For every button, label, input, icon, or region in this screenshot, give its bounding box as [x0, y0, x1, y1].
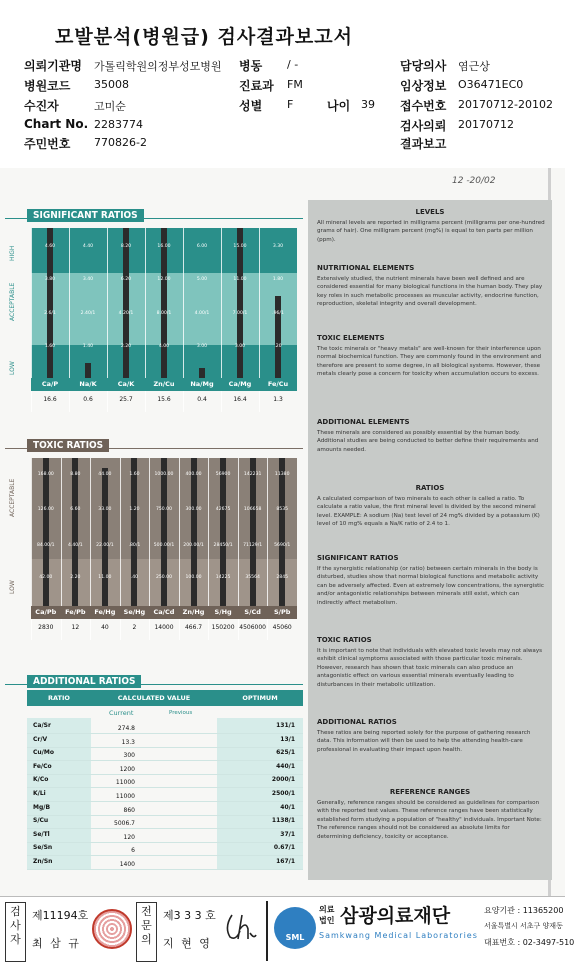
tick-label: 3.40 [82, 276, 94, 282]
ratio-bar [275, 296, 281, 379]
field-value: 20170712-20102 [458, 98, 553, 111]
tick-label: 2.20 [70, 575, 81, 581]
column-label: Ca/Mg [221, 378, 259, 391]
inspector-license: 제11194호 [32, 909, 89, 922]
tick-label: .96/1 [272, 311, 284, 316]
tick-label: 11.00 [98, 575, 112, 581]
tick-label: 44.00 [98, 471, 112, 477]
field-value: 770826-2 [94, 136, 147, 149]
handwritten-date: 12 -20/02 [452, 176, 496, 186]
info-heading: RATIOS [415, 484, 445, 492]
column-label: Zn/Hg [179, 606, 209, 619]
sml-logo: SML [274, 907, 316, 949]
ratio-current: 13.3 [121, 738, 135, 746]
tick-label: 22.00/1 [96, 542, 114, 548]
tick-label: 28450/1 [213, 542, 233, 548]
tick-label: 4.40 [82, 243, 94, 249]
info-heading: REFERENCE RANGES [389, 788, 471, 796]
info-heading: ADDITIONAL ELEMENTS [317, 418, 410, 426]
significant-ratios-title: SIGNIFICANT RATIOS [27, 209, 144, 222]
ratio-optimum: 2000/1 [271, 776, 295, 784]
row-divider [27, 855, 303, 856]
row-divider [27, 774, 303, 775]
tick-label: 250.00 [155, 575, 173, 581]
tick-label: 33.00 [98, 507, 112, 513]
tick-label: 2.40/1 [80, 311, 96, 316]
field-label: 진료과 [239, 79, 274, 93]
specialist-label: 전문의 [136, 902, 157, 962]
ratio-bar [72, 458, 78, 606]
column-label: Na/K [69, 378, 107, 391]
column-label: Fe/Cu [259, 378, 297, 391]
tick-label: 2.6/1 [44, 311, 56, 316]
row-divider [27, 747, 303, 748]
ratio-bar [131, 458, 137, 606]
tick-label: 3.00 [234, 344, 246, 349]
field-value: 염근상 [458, 60, 490, 73]
ratio-name: Zn/Sn [33, 858, 53, 865]
level-label: ACCEPTABLE [9, 282, 16, 321]
ratio-bar [199, 368, 205, 379]
field-label: 결과보고 [400, 137, 447, 151]
ratio-bar [161, 228, 167, 378]
info-text: The toxic minerals or "heavy metals" are well-known for their interference upon normal biochemical function. They are commonly found in the environment and therefore are present to some degree, in all biological systems. However, these metals clearly pose a concern for toxicity when accumulation occurs to excess. [317, 346, 542, 378]
ratio-bar [43, 458, 49, 606]
ratio-name: Cu/Mo [33, 749, 54, 757]
tick-label: 5.00 [196, 276, 208, 282]
ratio-current: 5006.7 [114, 820, 135, 828]
tick-label: 1000.00 [154, 471, 174, 477]
ratio-current: 11000 [115, 793, 135, 800]
tick-label: 500.00/1 [153, 542, 175, 548]
tick-label: 3.30 [272, 243, 284, 249]
column-value: 0.6 [83, 396, 93, 403]
report-footer [0, 896, 574, 967]
inspector-name: 최 삼 규 [32, 937, 81, 950]
tick-label: 1.60 [44, 344, 56, 349]
ratio-optimum: 131/1 [276, 722, 295, 729]
table-header: CALCULATED VALUE [91, 690, 217, 706]
info-heading: ADDITIONAL RATIOS [317, 718, 397, 726]
ratio-current: 1200 [119, 765, 135, 773]
column-value: 16.6 [43, 396, 57, 403]
column-label: Fe/Hg [90, 606, 120, 619]
ratio-bar [123, 228, 129, 378]
ratio-current: 1400 [119, 861, 135, 868]
row-divider [27, 801, 303, 802]
tick-label: 8.20 [120, 243, 132, 249]
ratio-current: 120 [123, 833, 135, 841]
column-label: Na/Mg [183, 378, 221, 391]
tick-label: 126.00 [37, 507, 54, 513]
column-label: S/Pb [267, 606, 297, 619]
column-value: 150200 [211, 624, 235, 631]
ratio-current: 11000 [115, 779, 135, 787]
tick-label: 71129/1 [243, 542, 263, 548]
ratio-current: 274.8 [117, 725, 135, 732]
info-heading: NUTRITIONAL ELEMENTS [317, 264, 415, 272]
row-divider [27, 828, 303, 829]
info-text: A calculated comparison of two minerals to each other is called a ratio. To calculate a ratio value, the first mineral level is divided by the second mineral level. EXAMPLE: A sodium (Na) test level of 24 mg% divided by a potassium (K) level of 10 mg% equals a Na/K ratio of 2.4 to 1. [317, 496, 540, 528]
report-header [0, 0, 565, 160]
ratio-optimum: 37/1 [280, 830, 295, 838]
level-label: LOW [9, 580, 16, 595]
contact-line: 요양기관 : 11365200 [484, 906, 564, 915]
tick-label: 35564 [245, 575, 260, 581]
tick-label: 16.00 [157, 243, 171, 249]
tick-label: 2845 [276, 575, 289, 581]
info-heading: SIGNIFICANT RATIOS [317, 554, 399, 562]
org-small-1: 의료 [319, 905, 335, 914]
tick-label: 142231 [243, 471, 262, 477]
significant-ratios-chart [5, 222, 303, 432]
ratio-name: Ca/Sr [33, 722, 51, 729]
toxic-ratios-chart [5, 452, 303, 674]
ratio-optimum: 13/1 [280, 735, 295, 743]
tick-label: 84.00/1 [36, 542, 55, 548]
ratio-optimum: 40/1 [280, 803, 295, 811]
ratio-name: Se/Tl [33, 830, 50, 838]
additional-ratios-title: ADDITIONAL RATIOS [27, 675, 141, 688]
field-label: 검사의뢰 [400, 119, 447, 133]
ratio-current: 6 [131, 847, 135, 855]
info-panel [308, 200, 552, 880]
level-label: ACCEPTABLE [9, 478, 16, 518]
tick-label: 5690/1 [274, 542, 291, 548]
ratio-name: K/Co [33, 776, 49, 784]
column-label: Se/Hg [120, 606, 150, 619]
tick-label: 400.00 [185, 471, 202, 477]
tick-label: 4.00 [158, 344, 170, 349]
tick-label: 6.20 [120, 276, 132, 282]
ratio-name: Mg/B [33, 803, 51, 811]
tick-label: 1.40 [82, 344, 94, 349]
ratio-optimum: 440/1 [276, 762, 295, 770]
field-label: 병동 [239, 59, 263, 73]
info-text: Extensively studied, the nutrient minerals have been well defined and are considered essential for many biological functions in the human body. They play key roles in such metabolic processes as muscular activity, endocrine function, reproduction, skeletal integrity and overall development. [317, 276, 543, 308]
field-label: 성별 [239, 99, 263, 113]
row-divider [27, 760, 303, 761]
tick-label: 1.60 [129, 471, 140, 477]
field-label: 의뢰기관명 [24, 59, 82, 73]
tick-label: 14225 [215, 575, 231, 581]
field-label: 접수번호 [400, 99, 447, 113]
column-value: 15.6 [157, 396, 171, 403]
column-label: S/Cd [238, 606, 268, 619]
ratio-bar [161, 458, 167, 606]
field-value: / - [287, 58, 299, 71]
contact-line: 서울특별시 서초구 양재동 [484, 922, 563, 930]
tick-label: 8.80 [70, 471, 81, 477]
column-value: 40 [101, 624, 109, 631]
field-value: 고미순 [94, 100, 126, 113]
tick-label: 1.20 [129, 507, 140, 513]
inspector-label: 검사자 [5, 902, 26, 962]
tick-label: 4.00/1 [194, 311, 210, 316]
ratio-optimum: 1138/1 [271, 817, 295, 825]
column-value: 45060 [272, 624, 292, 631]
tick-label: 100.00 [185, 575, 202, 581]
ratio-name: S/Cu [33, 817, 49, 825]
ratio-optimum: 0.67/1 [273, 844, 295, 852]
row-divider [27, 787, 303, 788]
column-label: Fe/Pb [61, 606, 91, 619]
field-label: 수진자 [24, 99, 59, 113]
ratio-name: Fe/Co [33, 762, 52, 770]
row-divider [27, 842, 303, 843]
report-title: 모발분석(병원급) 검사결과보고서 [55, 26, 353, 48]
tick-label: 56900 [215, 471, 231, 477]
tick-label: 3.00 [196, 344, 208, 349]
info-text: These ratios are being reported solely for the purpose of gathering research data. This information will then be used to help the attending health-care professional in evaluating their impact upon health. [317, 730, 531, 753]
ratio-bar [279, 458, 285, 606]
column-value: 4506000 [239, 624, 267, 631]
tick-label: 11.00 [233, 276, 247, 282]
tick-label: 2.20 [120, 344, 132, 349]
tick-label: .20 [274, 344, 282, 349]
tick-label: 6.00 [196, 243, 208, 249]
field-label: 담당의사 [400, 59, 447, 73]
specialist-signature [222, 909, 258, 943]
field-label: 주민번호 [24, 137, 71, 151]
info-text: Generally, reference ranges should be considered as guidelines for comparison with the reported test values. These reference ranges have been statistically established form studying a population of "healthy" individuals. Important Note: The reference ranges should not be considered as absolute limits for determining deficiency, toxicity or acceptance. [317, 800, 542, 840]
level-label: HIGH [9, 245, 16, 261]
field-label: 나이 [327, 99, 351, 113]
info-text: All mineral levels are reported in milligrams percent (milligrams per one-hundred grams of hair). One milligram percent (mg%) is equal to ten parts per million (ppm). [317, 220, 545, 243]
ratio-optimum: 2500/1 [271, 790, 295, 797]
tick-label: 6.60 [70, 507, 81, 513]
tick-label: 12.00 [157, 276, 171, 282]
row-divider [27, 733, 303, 734]
ratio-bar [85, 363, 91, 378]
column-value: 25.7 [119, 396, 133, 403]
info-text: These minerals are considered as possibly essential by the human body. Additional studies are being conducted to better define their requirements and amounts needed. [317, 430, 539, 453]
column-label: S/Hg [208, 606, 238, 619]
tick-label: 750.00 [155, 507, 173, 513]
tick-label: 300.00 [185, 507, 202, 513]
column-value: 2830 [38, 624, 54, 631]
tick-label: 7.00/1 [232, 311, 248, 316]
tick-label: 8.00/1 [156, 311, 172, 316]
column-value: 466.7 [184, 624, 203, 631]
ratio-optimum: 167/1 [276, 858, 295, 865]
tick-label: 15.00 [233, 243, 247, 249]
column-value: 2 [132, 624, 137, 631]
column-value: 14000 [154, 624, 174, 631]
info-text: It is important to note that individuals with elevated toxic levels may not always exhibit clinical symptoms associated with those particular toxic minerals. However, research has shown that toxic minerals can also produce an antagonistic effect on various essential minerals eventually leading to disturbances in their metabolic utilization. [317, 648, 543, 688]
column-value: 1.3 [273, 396, 283, 403]
tick-label: .80/1 [128, 542, 141, 548]
inspector-seal [92, 909, 132, 949]
ratio-optimum: 625/1 [276, 749, 295, 757]
ratio-bar [250, 458, 256, 606]
contact-line: 대표번호 : 02-3497-510 [484, 938, 574, 947]
field-value: O36471EC0 [458, 78, 524, 91]
ratio-current: 860 [123, 806, 135, 814]
tick-label: .40 [130, 575, 139, 581]
field-value: 39 [361, 98, 375, 111]
column-label: Ca/P [31, 378, 69, 391]
ratio-bar [47, 228, 53, 378]
field-value: F [287, 98, 294, 111]
tick-label: 42.00 [39, 575, 53, 581]
ratio-bar [220, 458, 226, 606]
tick-label: 4.20/1 [118, 311, 134, 316]
info-heading: TOXIC RATIOS [317, 636, 372, 644]
info-text: If the synergistic relationship (or ratio) between certain minerals in the body is disturbed, studies show that normal biological functions and metabolic activity can be adversely affected. Even at extremely low concentrations, the synergistic and/or antagonistic relationships between minerals still exist, which can indirectly affect metabolism. [317, 566, 544, 606]
toxic-ratios-title: TOXIC RATIOS [27, 439, 109, 452]
table-header: RATIO [27, 690, 91, 706]
tick-label: 11380 [274, 471, 290, 477]
footer-divider [266, 901, 268, 961]
tick-label: 4.40/1 [67, 542, 83, 548]
field-label: 임상정보 [400, 79, 447, 93]
ratio-bar [191, 458, 197, 606]
specialist-license: 제3 3 3 호 [163, 909, 216, 922]
ratio-name: Cr/V [33, 735, 48, 743]
ratio-bar [237, 228, 243, 378]
tick-label: 1.80 [272, 276, 284, 282]
tick-label: 8535 [276, 507, 289, 513]
field-value: 2283774 [94, 118, 143, 131]
subheader-current: Current [109, 709, 134, 717]
tick-label: 42675 [215, 507, 231, 513]
level-label: LOW [9, 361, 16, 375]
ratio-name: Se/Sn [33, 844, 53, 852]
column-label: Zn/Cu [145, 378, 183, 391]
field-value: 20170712 [458, 118, 514, 131]
subheader-previous: Previous [169, 710, 193, 716]
ratio-name: K/Li [33, 790, 46, 797]
row-divider [27, 869, 303, 870]
field-label: Chart No. [24, 117, 89, 131]
specialist-name: 지 현 영 [163, 937, 212, 950]
table-header: OPTIMUM [217, 690, 303, 706]
column-value: 0.4 [197, 396, 207, 403]
ratio-current: 300 [123, 752, 135, 760]
field-label: 병원코드 [24, 79, 71, 93]
column-label: Ca/Cd [149, 606, 179, 619]
info-heading: LEVELS [415, 208, 445, 216]
ratio-bar [102, 468, 108, 606]
tick-label: 168.00 [37, 471, 54, 477]
tick-label: 106658 [243, 507, 262, 513]
field-value: FM [287, 78, 303, 91]
org-small-2: 법인 [319, 916, 335, 925]
field-value: 35008 [94, 78, 129, 91]
column-value: 16.4 [233, 396, 247, 403]
tick-label: 200.00/1 [183, 542, 204, 548]
field-value: 가톨릭학원의정부성모병원 [94, 60, 222, 73]
column-label: Ca/Pb [31, 606, 61, 619]
tick-label: 3.80 [44, 276, 56, 282]
org-english: Samkwang Medical Laboratories [319, 931, 478, 940]
info-heading: TOXIC ELEMENTS [317, 334, 385, 342]
tick-label: 4.60 [44, 243, 56, 249]
org-name: 삼광의료재단 [340, 905, 451, 927]
row-divider [27, 815, 303, 816]
column-label: Ca/K [107, 378, 145, 391]
column-value: 12 [71, 624, 80, 631]
